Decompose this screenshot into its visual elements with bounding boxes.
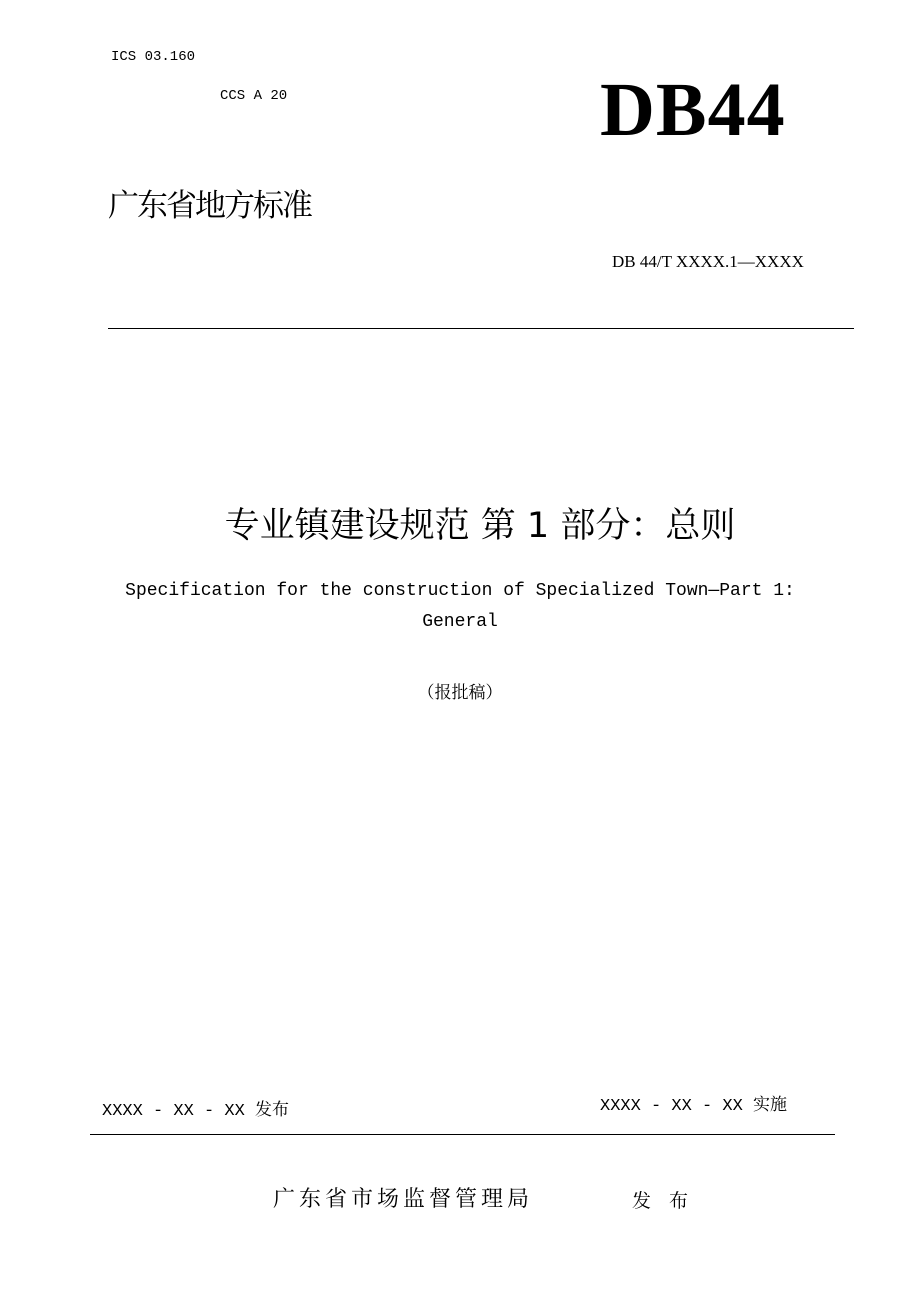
bottom-divider [90, 1134, 835, 1135]
issue-label: 发 布 [632, 1190, 695, 1212]
standard-type: 广东省地方标准 [108, 188, 311, 224]
top-divider [108, 328, 854, 329]
effective-date: XXXX - XX - XX 实施 [600, 1097, 788, 1116]
release-date: XXXX - XX - XX 发布 [102, 1102, 290, 1121]
document-title-english-line2: General [422, 612, 498, 632]
ics-code: ICS 03.160 [111, 49, 196, 65]
draft-status: （报批稿） [417, 683, 503, 703]
document-title-chinese: 专业镇建设规范 第 1 部分：总则 [224, 506, 736, 546]
ccs-code: CCS A 20 [220, 88, 288, 104]
standard-number: DB 44/T XXXX.1—XXXX [612, 252, 804, 271]
db-logo: DB44 [600, 68, 786, 152]
document-title-english-line1: Specification for the construction of Specialized Town—Part 1: [125, 581, 795, 601]
issuing-authority: 广东省市场监督管理局 [273, 1187, 534, 1212]
